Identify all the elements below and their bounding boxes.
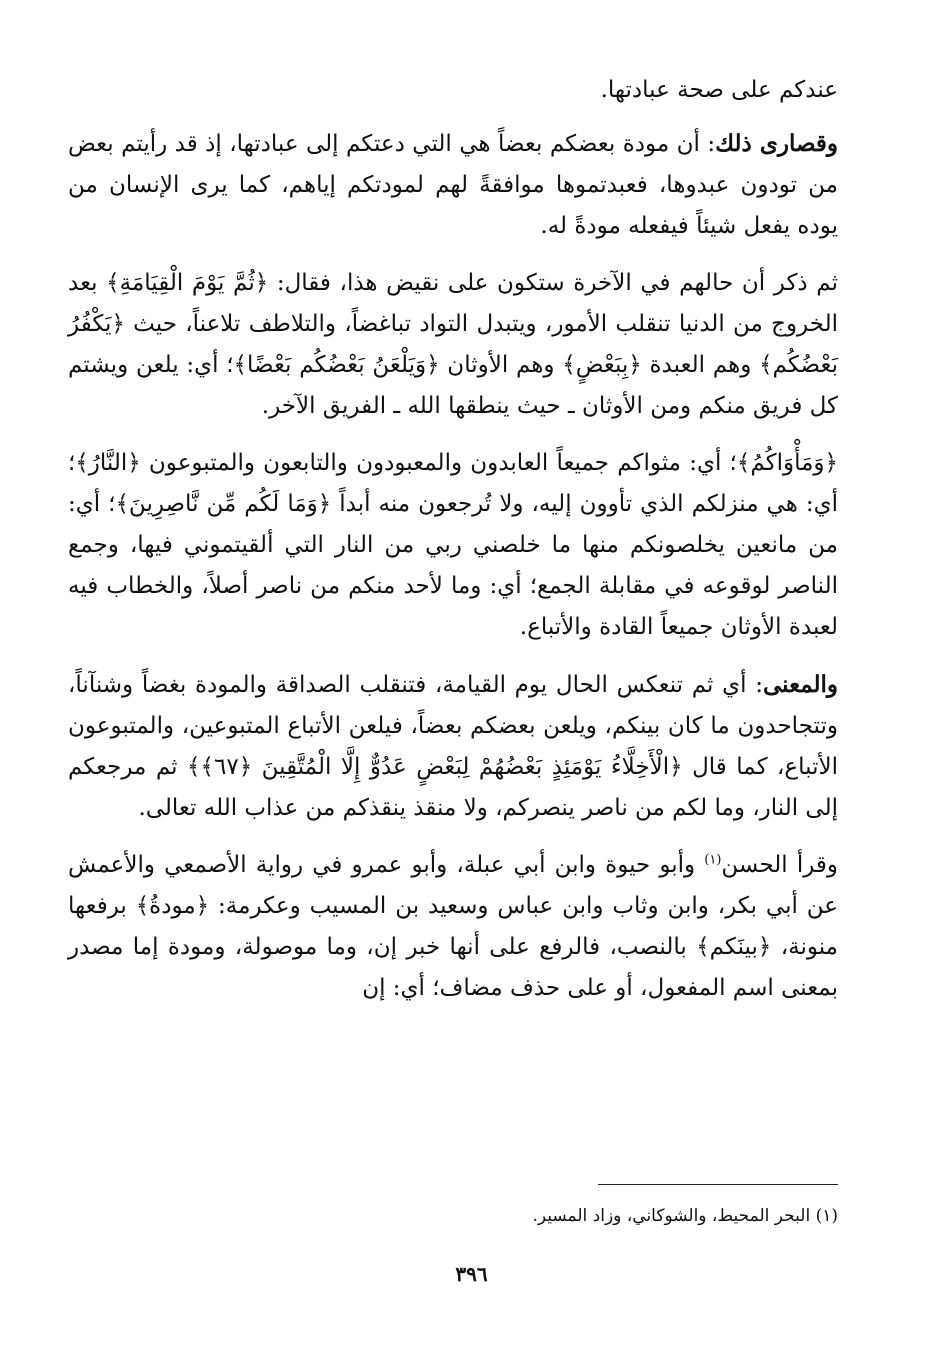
footnote-reference[interactable]: (١) — [704, 852, 722, 868]
paragraph-3-text: ثم ذكر أن حالهم في الآخرة ستكون على نقيض هذا، فقال: ﴿ثُمَّ يَوْمَ الْقِيَامَةِ﴾ بعد الخروج من الدنيا تنقلب الأمور، ويتبدل التواد تباغضاً، والتلاطف تلاعناً، حيث ﴿يَكْفُرُ بَعْضُكُم﴾ وهم العبدة ﴿بِبَعْضٍ﴾ وهم الأوثان ﴿وَيَلْعَنُ بَعْضُكُم بَعْضًا﴾؛ أي: يلعن ويشتم كل فريق منكم ومن الأوثان ـ حيث ينطقها الله ـ الفريق الآخر. — [68, 270, 838, 419]
paragraph-5-text: : أي ثم تنعكس الحال يوم القيامة، فتنقلب الصداقة والمودة بغضاً وشنآناً، وتتجاحدون ما كان بينكم، ويلعن بعضكم بعضاً، فيلعن الأتباع المتبوعين، والمتبوعون الأتباع، كما قال ﴿الْأَخِلَّاءُ يَوْمَئِذٍ بَعْضُهُمْ لِبَعْضٍ عَدُوٌّ إِلَّا الْمُتَّقِينَ ﴿٦٧﴾﴾ ثم مرجعكم إلى النار، وما لكم من ناصر ينصركم، ولا منقذ ينقذكم من عذاب الله تعالى. — [68, 672, 838, 821]
paragraph-2-text: : أن مودة بعضكم بعضاً هي التي دعتكم إلى عبادتها، إذ قد رأيتم بعض من تودون عبدوها، فعبدتموها موافقةً لهم لمودتكم إياهم، كما يرى الإنسان من يوده يفعل شيئاً فيفعله مودةً له. — [68, 131, 838, 239]
paragraph-5-lead: والمعنى — [762, 671, 838, 698]
paragraph-4-text: ﴿وَمَأْوَاكُمُ﴾؛ أي: مثواكم جميعاً العابدون والمعبودون والتابعون والمتبوعون ﴿النَّارُ﴾؛ أي: هي منزلكم الذي تأوون إليه، ولا تُرجعون منه أبداً ﴿وَمَا لَكُم مِّن نَّاصِرِينَ﴾؛ أي: من مانعين يخلصونكم منها ما خلصني ربي من النار التي ألقيتموني فيها، وجمع الناصر لوقوعه في مقابلة الجمع؛ أي: وما لأحد منكم من ناصر أصلاً، والخطاب فيه لعبدة الأوثان جميعاً القادة والأتباع. — [68, 450, 838, 640]
footnote: (١) البحر المحيط، والشوكاني، وزاد المسير. — [532, 1206, 838, 1226]
paragraph-2 — [68, 123, 838, 247]
paragraph-5 — [68, 664, 838, 829]
paragraph-6-text: وأبو حيوة وابن أبي عبلة، وأبو عمرو في رواية الأصمعي والأعمش عن أبي بكر، وابن وثاب وابن عباس وسعيد بن المسيب وعكرمة: ﴿مودةُ﴾ برفعها منونة، ﴿بينَكم﴾ بالنصب، فالرفع على أنها خبر إن، وما موصولة، ومودة إما مصدر بمعنى اسم المفعول، أو على حذف مضاف؛ أي: إن — [68, 852, 838, 1001]
paragraph-6-text-before-ref: وقرأ الحسن — [721, 852, 838, 878]
footnote-divider — [598, 1184, 838, 1185]
page-body — [68, 70, 838, 1025]
paragraph-1-text: عندكم على صحة عبادتها. — [600, 77, 838, 103]
paragraph-2-lead: وقصارى ذلك — [715, 130, 838, 157]
paragraph-6 — [68, 845, 838, 1009]
page-number: ٣٩٦ — [455, 1262, 488, 1286]
paragraph-3 — [68, 263, 838, 427]
paragraph-1 — [68, 70, 838, 111]
paragraph-4 — [68, 443, 838, 648]
